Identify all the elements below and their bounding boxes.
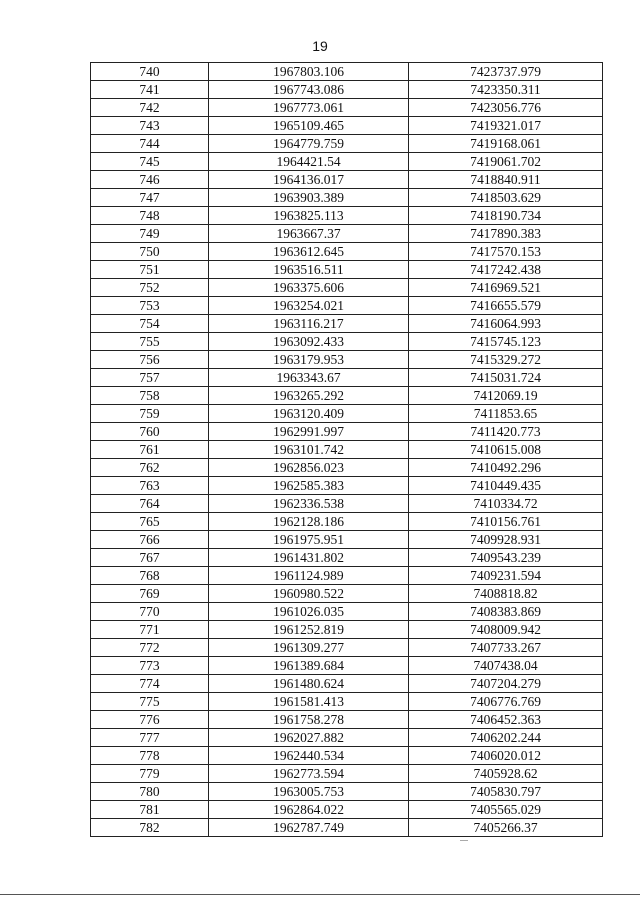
point-number-cell: 753 [91, 297, 209, 315]
x-coordinate-cell: 1962027.882 [209, 729, 409, 747]
y-coordinate-cell: 7407733.267 [409, 639, 603, 657]
point-number-cell: 750 [91, 243, 209, 261]
y-coordinate-cell: 7407438.04 [409, 657, 603, 675]
y-coordinate-cell: 7411420.773 [409, 423, 603, 441]
y-coordinate-cell: 7405928.62 [409, 765, 603, 783]
point-number-cell: 748 [91, 207, 209, 225]
y-coordinate-cell: 7417242.438 [409, 261, 603, 279]
y-coordinate-cell: 7416969.521 [409, 279, 603, 297]
table-row [91, 99, 603, 117]
y-coordinate-cell: 7410334.72 [409, 495, 603, 513]
y-coordinate-cell: 7409928.931 [409, 531, 603, 549]
table-row [91, 117, 603, 135]
point-number-cell: 746 [91, 171, 209, 189]
point-number-cell: 756 [91, 351, 209, 369]
x-coordinate-cell: 1967743.086 [209, 81, 409, 99]
x-coordinate-cell: 1967773.061 [209, 99, 409, 117]
x-coordinate-cell: 1967803.106 [209, 63, 409, 81]
x-coordinate-cell: 1963667.37 [209, 225, 409, 243]
table-row [91, 243, 603, 261]
y-coordinate-cell: 7415329.272 [409, 351, 603, 369]
point-number-cell: 749 [91, 225, 209, 243]
y-coordinate-cell: 7418840.911 [409, 171, 603, 189]
table-row [91, 783, 603, 801]
x-coordinate-cell: 1963092.433 [209, 333, 409, 351]
point-number-cell: 777 [91, 729, 209, 747]
y-coordinate-cell: 7418503.629 [409, 189, 603, 207]
y-coordinate-cell: 7408818.82 [409, 585, 603, 603]
y-coordinate-cell: 7419321.017 [409, 117, 603, 135]
table-row [91, 585, 603, 603]
table-row [91, 405, 603, 423]
y-coordinate-cell: 7419168.061 [409, 135, 603, 153]
point-number-cell: 741 [91, 81, 209, 99]
x-coordinate-cell: 1961581.413 [209, 693, 409, 711]
table-row [91, 729, 603, 747]
point-number-cell: 780 [91, 783, 209, 801]
point-number-cell: 744 [91, 135, 209, 153]
x-coordinate-cell: 1962856.023 [209, 459, 409, 477]
table-row [91, 297, 603, 315]
point-number-cell: 765 [91, 513, 209, 531]
point-number-cell: 769 [91, 585, 209, 603]
table-row [91, 621, 603, 639]
table-row [91, 801, 603, 819]
table-row [91, 153, 603, 171]
point-number-cell: 763 [91, 477, 209, 495]
y-coordinate-cell: 7423056.776 [409, 99, 603, 117]
y-coordinate-cell: 7410156.761 [409, 513, 603, 531]
x-coordinate-cell: 1961124.989 [209, 567, 409, 585]
y-coordinate-cell: 7405565.029 [409, 801, 603, 819]
x-coordinate-cell: 1961026.035 [209, 603, 409, 621]
y-coordinate-cell: 7410449.435 [409, 477, 603, 495]
table-row [91, 279, 603, 297]
table-row [91, 63, 603, 81]
x-coordinate-cell: 1961758.278 [209, 711, 409, 729]
x-coordinate-cell: 1962773.594 [209, 765, 409, 783]
x-coordinate-cell: 1962787.749 [209, 819, 409, 837]
y-coordinate-cell: 7423737.979 [409, 63, 603, 81]
table-row [91, 639, 603, 657]
point-number-cell: 747 [91, 189, 209, 207]
table-row [91, 387, 603, 405]
x-coordinate-cell: 1963120.409 [209, 405, 409, 423]
y-coordinate-cell: 7408383.869 [409, 603, 603, 621]
table-row [91, 567, 603, 585]
x-coordinate-cell: 1962585.383 [209, 477, 409, 495]
x-coordinate-cell: 1961480.624 [209, 675, 409, 693]
table-row [91, 495, 603, 513]
coordinates-table-body [91, 63, 603, 837]
point-number-cell: 761 [91, 441, 209, 459]
table-row [91, 765, 603, 783]
x-coordinate-cell: 1965109.465 [209, 117, 409, 135]
x-coordinate-cell: 1963516.511 [209, 261, 409, 279]
point-number-cell: 770 [91, 603, 209, 621]
point-number-cell: 774 [91, 675, 209, 693]
table-row [91, 747, 603, 765]
y-coordinate-cell: 7409543.239 [409, 549, 603, 567]
y-coordinate-cell: 7406452.363 [409, 711, 603, 729]
x-coordinate-cell: 1961975.951 [209, 531, 409, 549]
y-coordinate-cell: 7405830.797 [409, 783, 603, 801]
table-row [91, 189, 603, 207]
table-row [91, 135, 603, 153]
x-coordinate-cell: 1963179.953 [209, 351, 409, 369]
y-coordinate-cell: 7417890.383 [409, 225, 603, 243]
point-number-cell: 752 [91, 279, 209, 297]
y-coordinate-cell: 7415031.724 [409, 369, 603, 387]
x-coordinate-cell: 1962336.538 [209, 495, 409, 513]
point-number-cell: 781 [91, 801, 209, 819]
y-coordinate-cell: 7419061.702 [409, 153, 603, 171]
x-coordinate-cell: 1964136.017 [209, 171, 409, 189]
table-row [91, 315, 603, 333]
table-row [91, 819, 603, 837]
y-coordinate-cell: 7408009.942 [409, 621, 603, 639]
x-coordinate-cell: 1961431.802 [209, 549, 409, 567]
y-coordinate-cell: 7411853.65 [409, 405, 603, 423]
point-number-cell: 773 [91, 657, 209, 675]
page-bottom-edge [0, 894, 640, 895]
y-coordinate-cell: 7416655.579 [409, 297, 603, 315]
x-coordinate-cell: 1963116.217 [209, 315, 409, 333]
x-coordinate-cell: 1960980.522 [209, 585, 409, 603]
point-number-cell: 762 [91, 459, 209, 477]
table-row [91, 693, 603, 711]
point-number-cell: 740 [91, 63, 209, 81]
x-coordinate-cell: 1961252.819 [209, 621, 409, 639]
point-number-cell: 758 [91, 387, 209, 405]
x-coordinate-cell: 1963825.113 [209, 207, 409, 225]
x-coordinate-cell: 1963254.021 [209, 297, 409, 315]
x-coordinate-cell: 1963101.742 [209, 441, 409, 459]
y-coordinate-cell: 7415745.123 [409, 333, 603, 351]
point-number-cell: 743 [91, 117, 209, 135]
point-number-cell: 760 [91, 423, 209, 441]
table-row [91, 441, 603, 459]
point-number-cell: 742 [91, 99, 209, 117]
point-number-cell: 767 [91, 549, 209, 567]
x-coordinate-cell: 1962128.186 [209, 513, 409, 531]
point-number-cell: 776 [91, 711, 209, 729]
y-coordinate-cell: 7410492.296 [409, 459, 603, 477]
x-coordinate-cell: 1962440.534 [209, 747, 409, 765]
y-coordinate-cell: 7417570.153 [409, 243, 603, 261]
table-row [91, 423, 603, 441]
table-row [91, 477, 603, 495]
x-coordinate-cell: 1961309.277 [209, 639, 409, 657]
point-number-cell: 754 [91, 315, 209, 333]
page-number: 19 [312, 38, 328, 54]
table-row [91, 459, 603, 477]
x-coordinate-cell: 1962991.997 [209, 423, 409, 441]
point-number-cell: 764 [91, 495, 209, 513]
table-row [91, 711, 603, 729]
x-coordinate-cell: 1964421.54 [209, 153, 409, 171]
table-row [91, 261, 603, 279]
x-coordinate-cell: 1964779.759 [209, 135, 409, 153]
table-row [91, 225, 603, 243]
y-coordinate-cell: 7406020.012 [409, 747, 603, 765]
table-row [91, 171, 603, 189]
point-number-cell: 755 [91, 333, 209, 351]
table-row [91, 333, 603, 351]
y-coordinate-cell: 7405266.37 [409, 819, 603, 837]
coordinates-table [90, 62, 603, 837]
y-coordinate-cell: 7409231.594 [409, 567, 603, 585]
point-number-cell: 768 [91, 567, 209, 585]
table-row [91, 513, 603, 531]
point-number-cell: 771 [91, 621, 209, 639]
y-coordinate-cell: 7407204.279 [409, 675, 603, 693]
scan-mark [460, 840, 468, 841]
table-row [91, 207, 603, 225]
x-coordinate-cell: 1963343.67 [209, 369, 409, 387]
table-row [91, 531, 603, 549]
y-coordinate-cell: 7410615.008 [409, 441, 603, 459]
y-coordinate-cell: 7423350.311 [409, 81, 603, 99]
point-number-cell: 775 [91, 693, 209, 711]
y-coordinate-cell: 7406202.244 [409, 729, 603, 747]
table-row [91, 657, 603, 675]
point-number-cell: 778 [91, 747, 209, 765]
table-row [91, 369, 603, 387]
y-coordinate-cell: 7406776.769 [409, 693, 603, 711]
x-coordinate-cell: 1961389.684 [209, 657, 409, 675]
table-row [91, 549, 603, 567]
table-row [91, 603, 603, 621]
x-coordinate-cell: 1963265.292 [209, 387, 409, 405]
x-coordinate-cell: 1963375.606 [209, 279, 409, 297]
point-number-cell: 751 [91, 261, 209, 279]
y-coordinate-cell: 7412069.19 [409, 387, 603, 405]
x-coordinate-cell: 1963005.753 [209, 783, 409, 801]
point-number-cell: 782 [91, 819, 209, 837]
point-number-cell: 772 [91, 639, 209, 657]
point-number-cell: 757 [91, 369, 209, 387]
y-coordinate-cell: 7416064.993 [409, 315, 603, 333]
point-number-cell: 779 [91, 765, 209, 783]
point-number-cell: 766 [91, 531, 209, 549]
x-coordinate-cell: 1963903.389 [209, 189, 409, 207]
y-coordinate-cell: 7418190.734 [409, 207, 603, 225]
table-row [91, 81, 603, 99]
table-row [91, 351, 603, 369]
x-coordinate-cell: 1962864.022 [209, 801, 409, 819]
point-number-cell: 759 [91, 405, 209, 423]
point-number-cell: 745 [91, 153, 209, 171]
x-coordinate-cell: 1963612.645 [209, 243, 409, 261]
table-row [91, 675, 603, 693]
